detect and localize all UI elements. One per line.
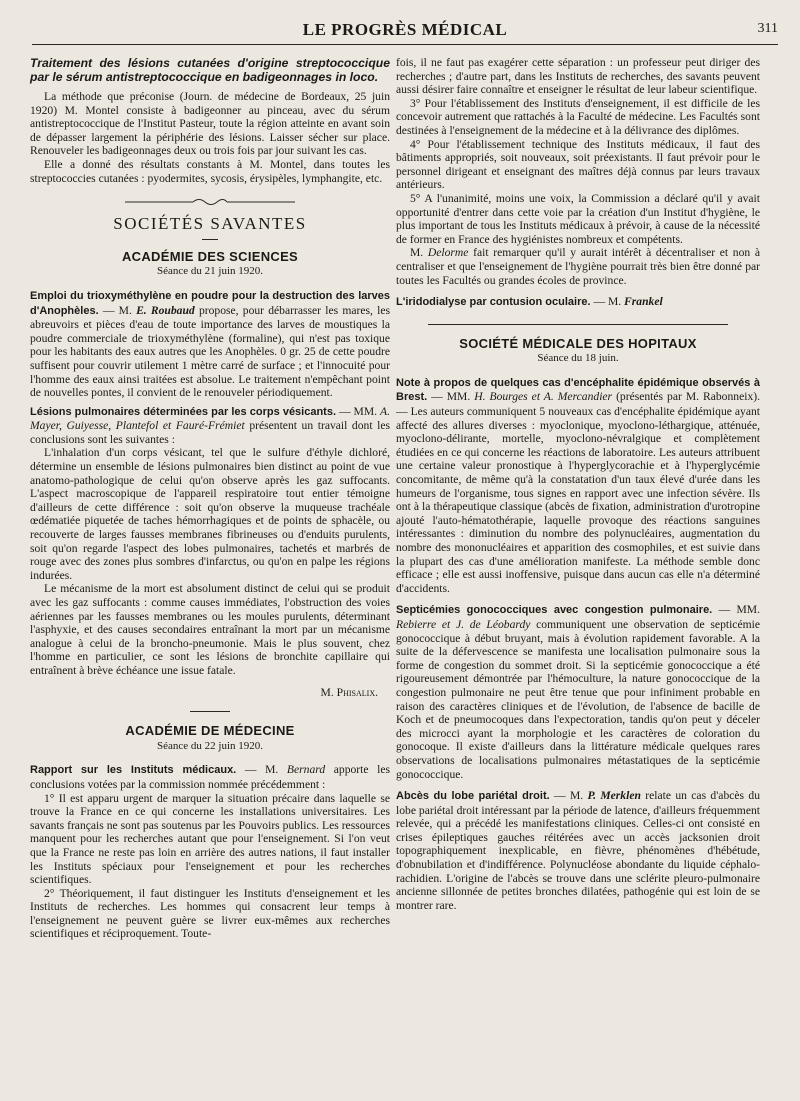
item-paragraph: 3° Pour l'établissement des Instituts d'enseignement, il est difficile de les concevoir autrement que rattachés à la Faculté de médecine. Les Facultés sont destinées à l'enseignement de la médecine et à la délivrance des diplômes. xyxy=(396,96,760,137)
item-author: Delorme xyxy=(427,246,469,260)
item-lead: Septicémies gonococciques avec congestion pulmonaire. xyxy=(396,604,713,617)
item-author: P. Merklen xyxy=(587,789,641,803)
item-text: communiquent une observation de septicémie gonococcique à début bruyant, mais à évolution rapidement favorable. A la suite de la défervescence se manifesta une localisation pulmonaire sous la forme de congestion du sommet droit. Si la septicémie gonococcique a été rigoureusement démontrée par l'hémoculture, la nature gonococcique de la congestion pulmonaire ne peut être tenue que pour infiniment probable en raison des caractères cliniques et de l'évolution, de l'absence de bacille de Koch et de pneumocoques dans l'expectoration, tandis qu'on peut y déceler des microcci ayant la morphologie et les caractères de coloration du gonocoque. Il existe d'ailleurs dans la littérature médicale quelques rares observations de localisations pulmonaires métastatiques de la septicémie gonococcique. xyxy=(396,617,760,781)
item-text: (présentés par M. Rabonneix). — Les auteurs communiquent 5 nouveaux cas d'encéphalite épidémique ayant affecté des allures diverses : myoclonique, myoclono-léthargique, atténuée, myoclono-délirante, mortelle, myoclono-névralgique et complètement étudiées en ce qui concerne les réactions de laboratoire. Les auteurs attribuent une certaine valeur pronostique à l'hyperglycorachie et à l'hyperglycémie concomitante, de même qu'à la constatation d'un taux élevé d'urée dans les humeurs de l'organisme, tous signes en rapport avec une infection sévère. Ils ont à la thérapeutique classique (abcès de fixation, administration d'urotropine ajouté l'auto-hématothérapie, laquelle provoque des réactions sanguines intéressantes : diminution du nombre des polynucléaires, augmentation du nombre des mononucléaires et apparition des cosmophiles, et est suivie dans la plupart des cas d'une amélioration manifeste. La méthode semble donc efficace ; elle est aussi inoffensive, puisque dans aucun cas elle n'a déterminé d'accidents. xyxy=(396,390,760,595)
item-authors: Rebierre et J. de Léobardy xyxy=(396,617,531,631)
article-title: Traitement des lésions cutanées d'origine streptococcique par le sérum antistreptococcique en badigeonnages in loco. xyxy=(30,56,390,84)
page-header xyxy=(32,18,778,45)
item-lead: Rapport sur les Instituts médicaux. xyxy=(30,764,237,777)
item-authors: A. Mayer, Guiyesse, Plantefol et Fauré-Frémiet xyxy=(30,404,390,433)
report-item: Note à propos de quelques cas d'encéphalite épidémique observés à Brest. — MM. H. Bourges et A. Mercandier (présentés par M. Rabonneix). — Les auteurs communiquent 5 nouveaux cas d'encéphalite épidémique ayant affecté des allures diverses : myoclonique, myoclono-léthargique, atténuée, myoclono-délirante, mortelle, myoclono-névralgique et complètement étudiées en ce qui concerne les réactions de laboratoire. Les auteurs attribuent une certaine valeur pronostique à l'hyperglycorachie et à l'hyperglycémie concomitante, de même qu'à la constatation d'un taux élevé d'urée dans les humeurs de l'organisme, tous signes en rapport avec une infection sévère. Ils ont à la thérapeutique classique (abcès de fixation, administration d'urotropine ajouté l'auto-hématothérapie, laquelle provoque des réactions sanguines intéressantes : diminution du nombre des polynucléaires, augmentation du nombre des mononucléaires et apparition des cosmophiles, et est suivie dans la plupart des cas d'une amélioration manifeste. La méthode semble donc efficace ; elle est aussi inoffensive, puisque dans aucun cas elle n'a déterminé d'accidents. xyxy=(396,376,760,595)
item-text: apporte les conclusions votées par la commission nommée précédemment : xyxy=(30,763,391,791)
society-heading: ACADÉMIE DES SCIENCES xyxy=(121,248,299,264)
left-column xyxy=(30,56,390,941)
item-paragraph: M. Delorme fait remarquer qu'il y aurait intérêt à décentraliser et non à centraliser et que l'enseignement de l'hygiène pourrait très bien être donné par toutes les Facultés ou grandes écoles de province. xyxy=(396,246,761,287)
item-authors: H. Bourges et A. Mercandier xyxy=(474,390,613,404)
item-lead: Note à propos de quelques cas d'encéphalite épidémique observés à Brest. xyxy=(396,376,760,404)
report-item: L'iridodialyse par contusion oculaire. — M. Frankel xyxy=(396,295,663,309)
right-column xyxy=(396,56,760,912)
section-title: SOCIÉTÉS SAVANTES xyxy=(113,214,307,234)
item-paragraph: 2° Théoriquement, il faut distinguer les Instituts d'enseignement et les Instituts de recherches. Les hommes qui consacrent leur temps à l'enseignement ne peuvent guère se livrer eux-mêmes aux recherches scientifiques et réciproquement. Toute- xyxy=(30,886,390,941)
item-author: Bernard xyxy=(286,763,326,777)
article-paragraph: La méthode que préconise (Journ. de médecine de Bordeaux, 25 juin 1920) M. Montel consiste à badigeonner au pinceau, avec du sérum antistreptococcique de l'Institut Pasteur, toute la région atteinte en avant soin de dépasser largement la périphérie des lésions. Laisser sécher sur place. Renouveler les badigeonnages deux ou trois fois par jour suivant les cas. xyxy=(30,90,390,158)
article-paragraph: Elle a donné des résultats constants à M. Montel, dans toutes les streptococcies cutanées : pyodermites, sycosis, érysipèles, lymphangite, etc. xyxy=(30,157,390,185)
divider xyxy=(428,324,728,325)
report-item: Lésions pulmonaires déterminées par les corps vésicants. — MM. A. Mayer, Guiyesse, Plantefol et Fauré-Frémiet présentent un travail dont les conclusions sont les suivantes : xyxy=(30,404,391,446)
item-lead: Lésions pulmonaires déterminées par les corps vésicants. xyxy=(30,405,337,418)
report-item: Abcès du lobe pariétal droit. — M. P. Merklen relate un cas d'abcès du lobe pariétal droit intéressant par la période de latence, d'ailleurs fréquemment relevée, qui a précédé les manifestations cliniques. Celles-ci ont consisté en crises épileptiques gauches réitérées avec un accès jacksonien droit topographiquement inexplicable, en fièvre, phénomènes d'hébétude, d'obnubilation et d'indifférence. Polynucléose abondante du liquide céphalo-rachidien. L'origine de l'abcès se trouve dans une sclérite pleuro-pulmonaire ancienne sillonnée de petites bronches dilatées, pathogénie qui est loin de se montrer rare. xyxy=(396,789,760,912)
item-paragraph: L'inhalation d'un corps vésicant, tel que le sulfure d'éthyle dichloré, détermine un ensemble de lésions pulmonaires bien distinct au point de vue anatomo-pathologique de celui qu'on observe après les gaz suffocants. L'aspect macroscopique de l'appareil respiratoire tout entier témoigne d'ailleurs de cette différence : soit qu'on observe la muqueuse trachéale œdématiée piquetée de taches hémorrhagiques et de points de sphacèle, ou recouverte de larges fausses membranes fibrineuses ou d'enduits purulents, soit qu'on regarde l'aspect des lobes pulmonaires, tachetés et marbrés de rouge avec des zones plus sombres d'infarctus, ou qu'on en palpe les régions indurées. xyxy=(30,446,390,582)
item-text: propose, pour débarrasser les mares, les abreuvoirs et pièces d'eau de toute importance des larves de moustiques la poudre commerciale de trioxyméthylène (formaline), qui n'est pas toxique pour les habitants des eaux autres que les Anophèles. 0 gr. 25 de cette poudre suffisent pour couvrir utilement 1 mètre carré de surface ; et l'innocuité pour l'homme des eaux ainsi traitées est absolue. Le traitement n'empêchant point de nouvelles pontes, il convient de le renouveler périodiquement. xyxy=(30,303,390,400)
session-date: Séance du 22 juin 1920. xyxy=(156,739,263,752)
divider xyxy=(202,239,218,240)
item-paragraph: fois, il ne faut pas exagérer cette séparation : un professeur peut diriger des recherches ; d'autre part, dans les Instituts de recherches, des savants peuvent aussi désirer faire connaître et enseigner le résultat de leur labeur scientifique. xyxy=(396,56,760,97)
item-text: relate un cas d'abcès du lobe pariétal droit intéressant par la période de latence, d'ailleurs fréquemment relevée, qui a précédé les manifestations cliniques. Celles-ci ont consisté en crises épileptiques gauches réitérées avec un accès jacksonien droit topographiquement inexplicable, en fièvre, phénomènes d'hébétude, d'obnubilation et d'indifférence. Polynucléose abondante du liquide céphalo-rachidien. L'origine de l'abcès se trouve dans une sclérite pleuro-pulmonaire ancienne sillonnée de petites bronches dilatées, pathogénie qui est loin de se montrer rare. xyxy=(396,789,760,912)
item-lead: L'iridodialyse par contusion oculaire. xyxy=(396,296,591,309)
item-author: E. Roubaud xyxy=(136,303,195,317)
item-paragraph: 1° Il est apparu urgent de marquer la situation précaire dans laquelle se trouve la France en ce qui concerne les installations universitaires. Les savants français ne sont pas soutenus par les Pouvoirs publics. Les ressources manquent pour les recherches autant que pour l'enseignement. Si l'on veut que la France ne reste pas loin en arrière des autres nations, il faut installer les Instituts spéciaux pour l'enseignement et pour les recherches scientifiques. xyxy=(30,791,390,887)
item-paragraph: Le mécanisme de la mort est absolument distinct de celui qui se produit avec les gaz suffocants : comme causes immédiates, l'obstruction des voies aériennes par les fausses membranes ou les moules purulents, déterminant l'asphyxie, et des causes secondaires entraînant la mort par un mécanisme analogue à celui de la broncho-pneumonie. Mais le plus souvent, chez l'homme en particulier, ce sont les lésions de bronchite capillaire qui entraînent à brève échéance une issue fatale. xyxy=(30,582,390,677)
item-lead: Abcès du lobe pariétal droit. xyxy=(396,790,550,803)
report-item: Rapport sur les Instituts médicaux. — M. Bernard apporte les conclusions votées par la commission nommée précédemment : xyxy=(30,763,391,791)
item-paragraph: 5° A l'unanimité, moins une voix, la Commission a déclaré qu'il y avait opportunité d'entrer dans cette voie par la création d'un Institut d'hygiène, le plus important de tous les Instituts médicaux à prévoir, à cause de la nécessité de former en France des hygiénistes nombreux et compétents. xyxy=(396,191,760,246)
item-text: fait remarquer qu'il y aurait intérêt à décentraliser et non à centraliser et que l'enseignement de l'hygiène pourrait très bien être donné par toutes les Facultés ou grandes écoles de province. xyxy=(396,246,761,287)
journal-title: LE PROGRÈS MÉDICAL xyxy=(302,20,508,39)
item-paragraph: 4° Pour l'établissement technique des Instituts médicaux, il faut des bâtiments appropriés, soit nouveaux, soit préexistants. Il faut prévoir pour le personnel dirigeant et enseignant des maîtres déjà connus par leurs travaux antérieurs. xyxy=(396,137,760,192)
society-heading: ACADÉMIE DE MÉDECINE xyxy=(125,723,295,739)
item-lead: Emploi du trioxyméthylène en poudre pour la destruction des larves d'Anophèles. xyxy=(30,289,390,317)
report-item: Emploi du trioxyméthylène en poudre pour la destruction des larves d'Anophèles. — M. E. Roubaud propose, pour débarrasser les mares, les abreuvoirs et pièces d'eau de toute importance des larves de moustiques la poudre commerciale de trioxyméthylène (formaline), qui n'est pas toxique pour les habitants des eaux autres que les Anophèles. 0 gr. 25 de cette poudre suffisent pour couvrir utilement 1 mètre carré de surface ; et l'innocuité pour l'homme des eaux ainsi traitées est absolue. Le traitement n'empêchant point de nouvelles pontes, il convient de le renouveler périodiquement. xyxy=(30,289,390,400)
divider xyxy=(190,711,230,712)
session-date: Séance du 18 juin. xyxy=(537,352,619,365)
signature: M. Phisalix. xyxy=(320,685,378,699)
section-ornament xyxy=(30,197,390,207)
page-number: 311 xyxy=(757,21,778,36)
report-item: Septicémies gonococciques avec congestion pulmonaire. — MM. Rebierre et J. de Léobardy communiquent une observation de septicémie gonococcique à début bruyant, mais à évolution rapidement favorable. A la suite de la défervescence se manifesta une localisation pulmonaire sous la forme de congestion du sommet droit. Si la septicémie gonococcique a été rigoureusement démontrée par l'hémoculture, la nature gonococcique de la congestion pulmonaire ne peut être tenue que pour infiniment probable en raison des caractères cliniques et de l'évolution, de l'absence de bacille de Koch et de pneumocoques dans l'expectoration, tandis qu'on peut y déceler des microcci ayant la morphologie et les caractères de coloration du gonocoque. Il existe d'ailleurs dans la littérature médicale quelques rares observations de localisations pulmonaires métastatiques de la septicémie gonococcique. xyxy=(396,603,760,781)
society-heading: SOCIÉTÉ MÉDICALE DES HOPITAUX xyxy=(459,335,697,351)
session-date: Séance du 21 juin 1920. xyxy=(156,265,263,278)
item-author: Frankel xyxy=(624,295,663,309)
item-text: présentent un travail dont les conclusions sont les suivantes : xyxy=(30,419,391,446)
